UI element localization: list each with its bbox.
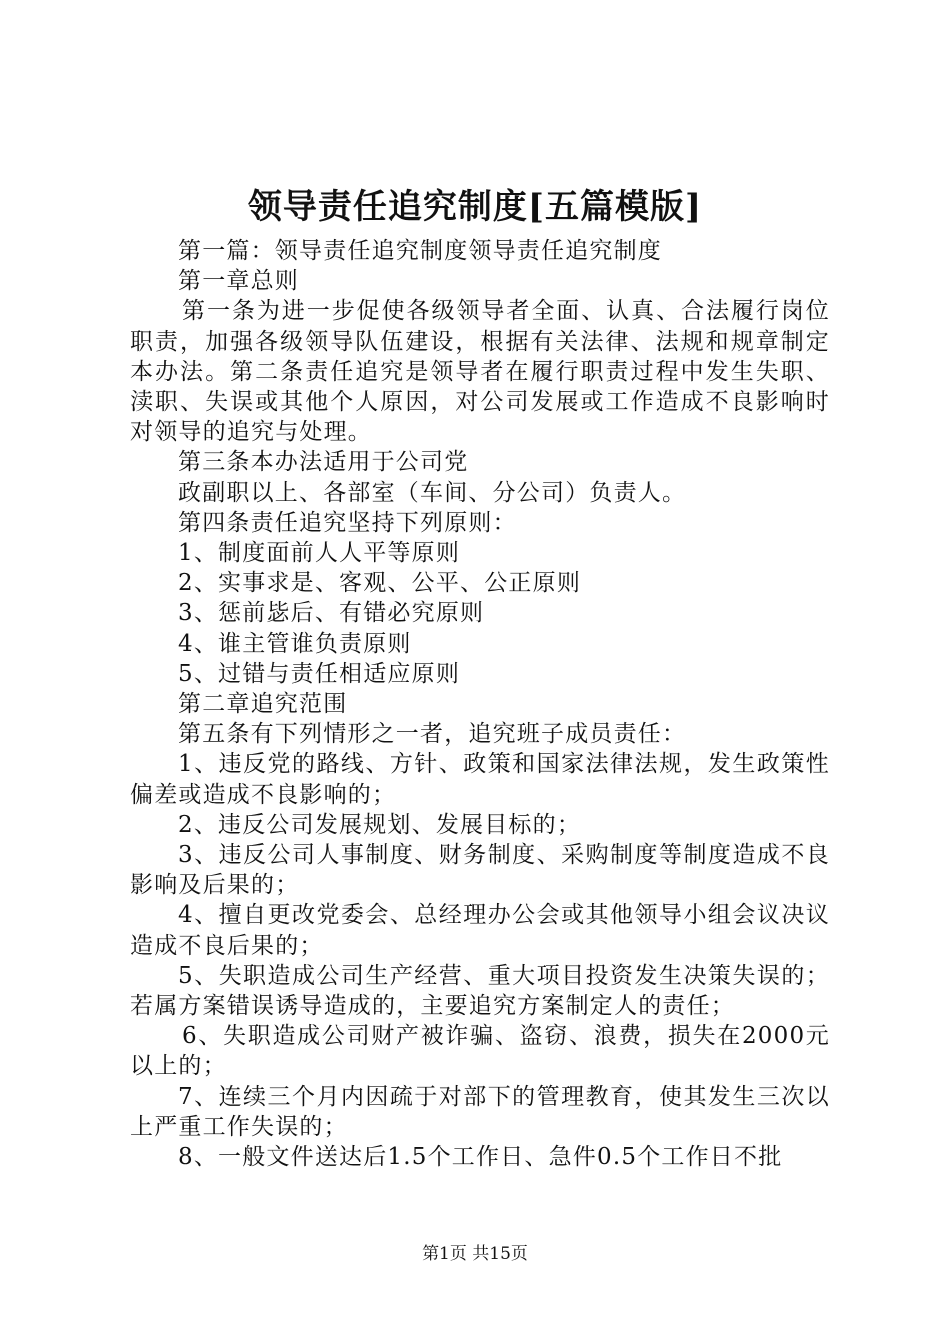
paragraph: 政副职以上、各部室（车间、分公司）负责人。 (178, 479, 687, 506)
list-item: 2、违反公司发展规划、发展目标的； (178, 811, 582, 838)
list-item: 7、连续三个月内因疏于对部下的管理教育，使其发生三次以上严重工作失误的； (130, 1083, 830, 1140)
list-item: 2、实事求是、客观、公平、公正原则 (178, 570, 582, 597)
list-item: 1、违反党的路线、方针、政策和国家法律法规，发生政策性偏差或造成不良影响的； (130, 751, 830, 808)
list-item: 5、失职造成公司生产经营、重大项目投资发生决策失误的；若属方案错误诱导造成的，主要追究方案制定人的责任； (130, 962, 830, 1020)
page-footer: 第1页 共15页 (422, 1244, 528, 1264)
document-body (130, 236, 830, 1172)
list-item: 6、失职造成公司财产被诈骗、盗窃、浪费，损失在2000元以上的； (130, 1023, 830, 1080)
paragraph: 第三条本办法适用于公司党 (178, 449, 469, 476)
document-title: 领导责任追究制度[五篇模版] (247, 187, 703, 227)
chapter-heading: 第二章追究范围 (178, 691, 348, 718)
paragraph: 第一条为进一步促使各级领导者全面、认真、合法履行岗位职责，加强各级领导队伍建设，根据有关法律、法规和规章制定本办法。第二条责任追究是领导者在履行职责过程中发生失职、渎职、失误或其他个人原因，对公司发展或工作造成不良影响时对领导的追究与处理。 (130, 298, 830, 446)
chapter-heading: 第一章总则 (178, 268, 299, 295)
paragraph: 第五条有下列情形之一者，追究班子成员责任： (178, 721, 687, 748)
list-item: 5、过错与责任相适应原则 (178, 660, 461, 687)
list-item: 8、一般文件送达后1.5个工作日、急件0.5个工作日不批 (178, 1144, 783, 1171)
list-item: 3、违反公司人事制度、财务制度、采购制度等制度造成不良影响及后果的； (130, 842, 830, 899)
list-item: 4、谁主管谁负责原则 (178, 630, 412, 657)
list-item: 4、擅自更改党委会、总经理办公会或其他领导小组会议决议造成不良后果的； (130, 902, 830, 959)
list-item: 3、惩前毖后、有错必究原则 (178, 600, 485, 627)
paragraph: 第一篇：领导责任追究制度领导责任追究制度 (178, 238, 662, 264)
list-item: 1、制度面前人人平等原则 (178, 540, 461, 567)
paragraph: 第四条责任追究坚持下列原则： (178, 509, 517, 536)
